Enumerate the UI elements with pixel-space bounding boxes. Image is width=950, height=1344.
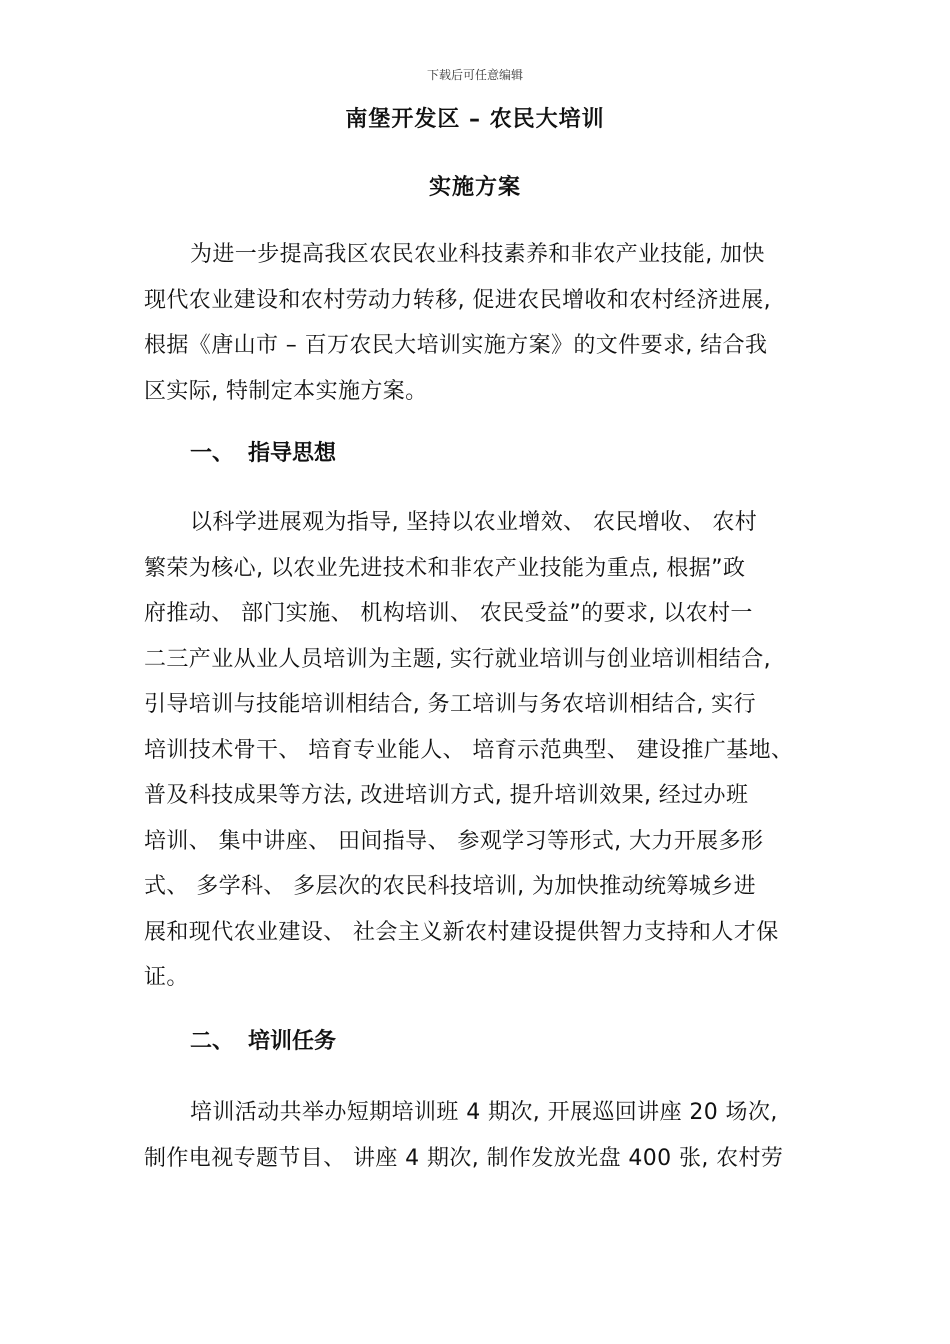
paragraph-line: 繁荣为核心, 以农业先进技术和非农产业技能为重点, 根据”政: [144, 555, 746, 581]
section-heading-training-tasks: [190, 1024, 336, 1055]
training-tasks-paragraph: [144, 1090, 824, 1181]
paragraph-line: 培训技术骨干、 培育专业能人、 培育示范典型、 建设推广基地、: [144, 737, 794, 763]
section-number: 一、: [190, 441, 235, 466]
paragraph-line: 展和现代农业建设、 社会主义新农村建设提供智力支持和人才保: [144, 919, 779, 945]
document-title: 南堡开发区 – 农民大培训: [345, 107, 605, 132]
paragraph-line: 二三产业从业人员培训为主题, 实行就业培训与创业培训相结合,: [144, 646, 771, 672]
section-heading-text: 培训任务: [248, 1029, 337, 1054]
paragraph-line: 区实际, 特制定本实施方案。: [144, 378, 428, 404]
paragraph-line: 式、 多学科、 多层次的农民科技培训, 为加快推动统筹城乡进: [144, 874, 756, 899]
paragraph-line: 培训、 集中讲座、 田间指导、 参观学习等形式, 大力开展多形: [144, 828, 764, 854]
paragraph-line: 根据《唐山市 – 百万农民大培训实施方案》的文件要求, 结合我: [144, 333, 768, 358]
paragraph-line: 现代农业建设和农村劳动力转移, 促进农民增收和农村经济进展,: [144, 287, 771, 313]
paragraph-line: 制作电视专题节目、 讲座 4 期次, 制作发放光盘 400 张, 农村劳: [144, 1145, 784, 1171]
section-number: 二、: [190, 1029, 235, 1054]
section-heading-text: 指导思想: [248, 441, 337, 466]
paragraph-line: 培训活动共举办短期培训班 4 期次, 开展巡回讲座 20 场次,: [190, 1100, 778, 1125]
paragraph-line: 为进一步提高我区农民农业科技素养和非农产业技能, 加快: [190, 242, 765, 267]
document-subtitle: 实施方案: [428, 175, 521, 200]
paragraph-line: 证。: [144, 965, 189, 990]
header-note: 下载后可任意编辑: [426, 68, 523, 82]
paragraph-line: 府推动、 部门实施、 机构培训、 农民受益”的要求, 以农村一: [144, 601, 753, 626]
paragraph-line: 普及科技成果等方法, 改进培训方式, 提升培训效果, 经过办班: [144, 783, 749, 808]
paragraph-line: 以科学进展观为指导, 坚持以农业增效、 农民增收、 农村: [190, 510, 758, 535]
section-heading-guiding-ideology: [190, 436, 336, 467]
guiding-ideology-paragraph: [144, 500, 824, 1001]
intro-paragraph: [144, 232, 824, 414]
paragraph-line: 引导培训与技能培训相结合, 务工培训与务农培训相结合, 实行: [144, 692, 756, 717]
